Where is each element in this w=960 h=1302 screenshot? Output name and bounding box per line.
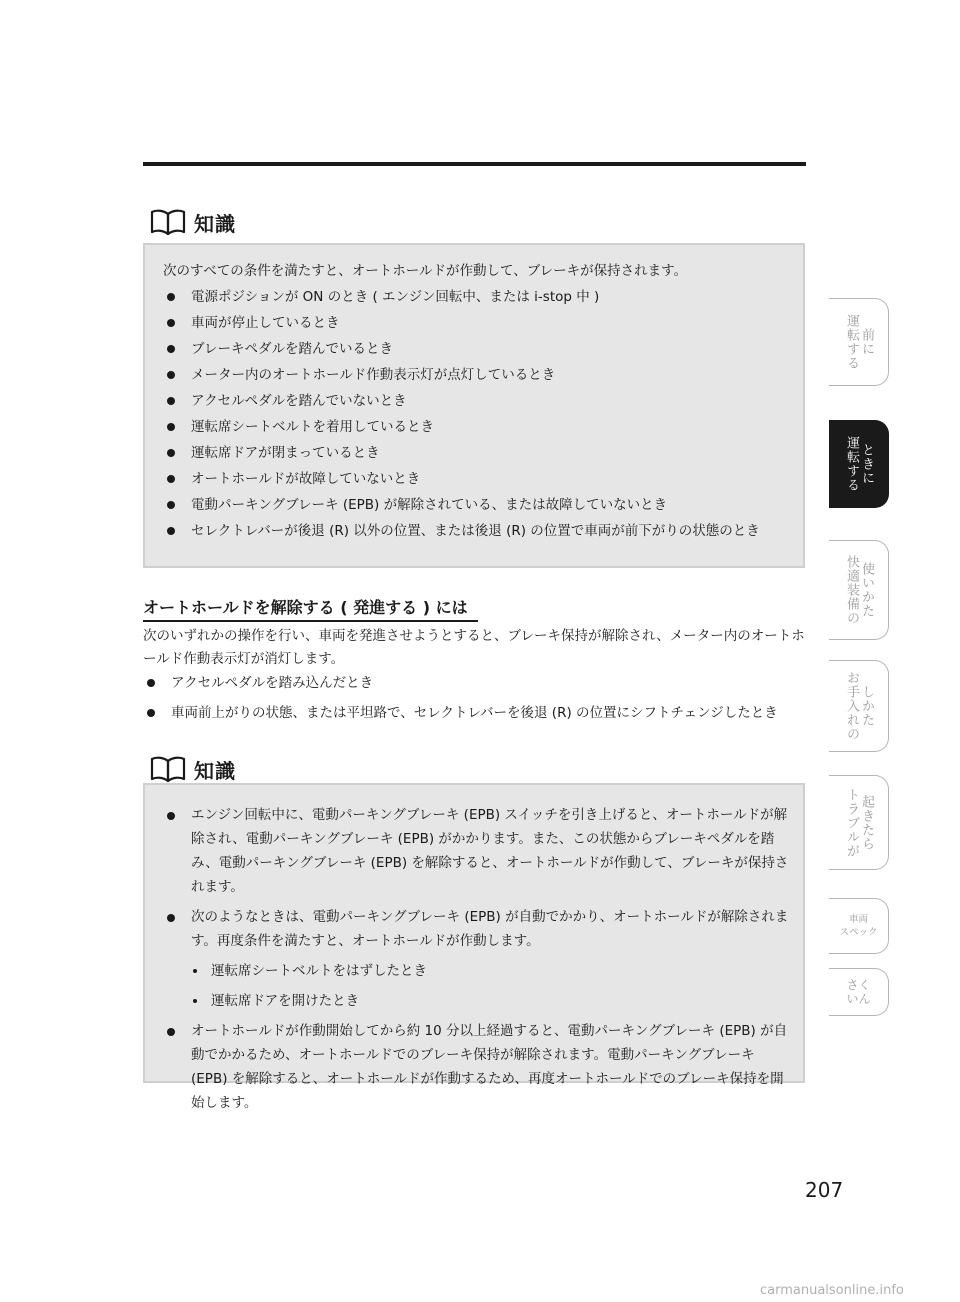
tab-label-line: 使いかた: [859, 562, 874, 618]
tab-when-driving[interactable]: [829, 420, 889, 508]
list-item: 車両前上がりの状態、または平坦路で、セレクトレバーを後退 (R) の位置にシフトチェンジしたとき: [143, 700, 805, 726]
list-item: オートホールドが故障していないとき: [163, 466, 789, 492]
list-item: 車両が停止しているとき: [163, 310, 789, 336]
section-paragraph: 次のいずれかの操作を行い、車両を発進させようとすると、ブレーキ保持が解除され、メーター内のオートホールド作動表示灯が消灯します。: [143, 628, 805, 667]
release-conditions-list: [143, 670, 805, 730]
tab-maintenance[interactable]: [829, 660, 889, 752]
tab-label-line: 運転する: [844, 314, 859, 370]
knowledge-title: 知識: [194, 211, 236, 236]
list-item: 運転席シートベルトを着用しているとき: [163, 414, 789, 440]
tab-label-line: 車両: [848, 914, 868, 925]
tab-label-line: 運転する: [844, 436, 859, 492]
tab-label-line: 起きたら: [859, 794, 874, 851]
tab-label-line: お手入れの: [844, 671, 859, 741]
tab-label-line: 快適装備の: [844, 555, 859, 625]
tab-label-line: スペック: [839, 927, 878, 938]
tab-label-line: しかた: [859, 685, 874, 727]
sub-list: [191, 959, 789, 1013]
knowledge-title: 知識: [194, 758, 236, 783]
tab-specifications[interactable]: [829, 898, 889, 954]
tab-troubleshooting[interactable]: [829, 775, 889, 870]
knowledge-heading: [150, 205, 236, 239]
list-item: セレクトレバーが後退 (R) 以外の位置、または後退 (R) の位置で車両が前下がりの状態のとき: [163, 518, 789, 544]
list-item: ブレーキペダルを踏んでいるとき: [163, 336, 789, 362]
watermark: carmanualsonline.info: [760, 1283, 904, 1298]
list-item: 電動パーキングブレーキ (EPB) が解除されている、または故障していないとき: [163, 492, 789, 518]
section-heading: オートホールドを解除する ( 発進する ) には: [143, 596, 478, 622]
conditions-intro: 次のすべての条件を満たすと、オートホールドが作動して、ブレーキが保持されます。: [163, 263, 688, 279]
list-item: アクセルペダルを踏み込んだとき: [143, 670, 805, 696]
list-item: アクセルペダルを踏んでいないとき: [163, 388, 789, 414]
sub-list-item: 運転席ドアを開けたとき: [191, 989, 789, 1013]
conditions-list: [163, 284, 789, 544]
tab-label-line: 前に: [859, 328, 874, 356]
knowledge-heading: [150, 752, 236, 786]
sub-list-item: 運転席シートベルトをはずしたとき: [191, 959, 789, 983]
list-item: 電源ポジションが ON のとき ( エンジン回転中、または i-stop 中 ): [163, 284, 789, 310]
page-number: 207: [805, 1178, 844, 1202]
header-rule: [143, 162, 806, 166]
tab-before-driving[interactable]: [829, 298, 889, 386]
open-book-icon: [150, 208, 186, 236]
knowledge-box-conditions: [143, 243, 805, 568]
list-item-text: 次のようなときは、電動パーキングブレーキ (EPB) が自動でかかり、オートホールドが解除されます。再度条件を満たすと、オートホールドが作動します。: [191, 909, 789, 949]
list-item: エンジン回転中に、電動パーキングブレーキ (EPB) スイッチを引き上げると、オートホールドが解除され、電動パーキングブレーキ (EPB) がかかります。また、この状態からブレーキペダルを踏み、電動パーキングブレーキ (EPB) を解除すると、オートホールドが作動して、ブレーキが保持されます。: [163, 803, 789, 899]
tab-label-line: いん: [846, 992, 871, 1006]
tab-index[interactable]: [829, 968, 889, 1016]
list-item: メーター内のオートホールド作動表示灯が点灯しているとき: [163, 362, 789, 388]
open-book-icon: [150, 755, 186, 783]
notes-list: [163, 803, 789, 1115]
tab-comfort-equipment[interactable]: [829, 540, 889, 640]
knowledge-box-notes: [143, 783, 805, 1111]
list-item: オートホールドが作動開始してから約 10 分以上経過すると、電動パーキングブレーキ (EPB) が自動でかかるため、オートホールドでのブレーキ保持が解除されます。電動パーキングブレーキ (EPB) を解除すると、オートホールドが作動するため、再度オートホールドでのブレーキ保持を開始します。: [163, 1019, 789, 1115]
tab-label-line: トラブルが: [844, 787, 859, 858]
list-item: [163, 905, 789, 1013]
tab-label-line: ときに: [859, 443, 874, 485]
list-item: 運転席ドアが閉まっているとき: [163, 440, 789, 466]
tab-label-line: さく: [846, 978, 871, 992]
